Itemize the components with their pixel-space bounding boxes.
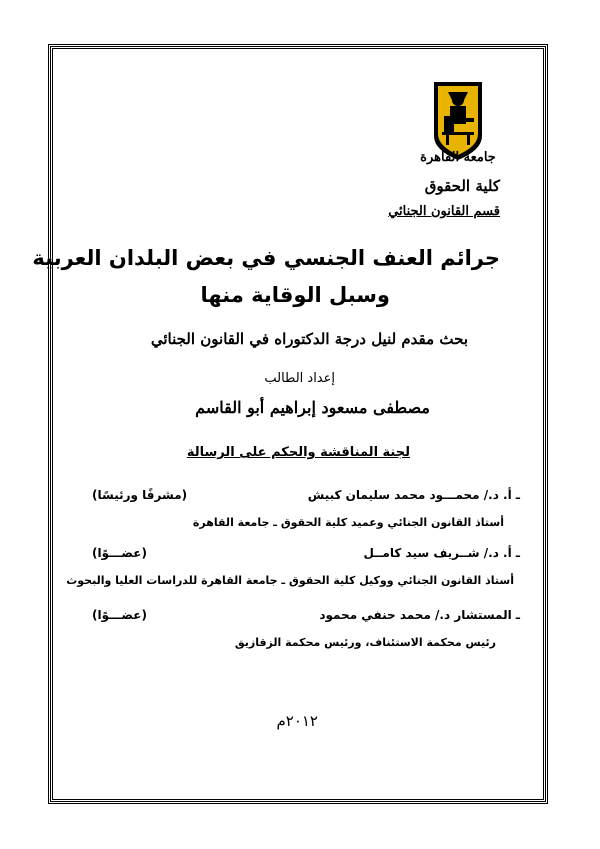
committee-member-description: أستاذ القانون الجنائي وعميد كلية الحقوق ـ جامعة القاهرة <box>192 516 504 529</box>
committee-member-role: (عضـــوًا) <box>92 608 147 622</box>
committee-member-name: ـ أ. د./ شــريف سيد كامــل <box>363 546 520 560</box>
committee-member-role: (عضـــوًا) <box>92 546 147 560</box>
committee-member-name: ـ أ. د./ محمـــود محمد سليمان كبيش <box>307 488 520 502</box>
department-name: قسم القانون الجنائي <box>388 204 500 219</box>
thesis-title-line2: وسبل الوقاية منها <box>200 283 390 307</box>
logo-caption: جامعة القاهرة <box>420 150 496 165</box>
thesis-title-line1: جرائم العنف الجنسي في بعض البلدان العربية <box>32 246 500 270</box>
prepared-by-label: إعداد الطالب <box>264 371 335 386</box>
degree-subtitle: بحث مقدم لنيل درجة الدكتوراه في القانون الجنائي <box>150 330 468 348</box>
year: ٢٠١٢م <box>276 712 318 730</box>
student-name: مصطفى مسعود إبراهيم أبو القاسم <box>195 398 430 417</box>
committee-member-name: ـ المستشار د./ محمد حنفي محمود <box>319 608 520 622</box>
committee-member-description: رئيس محكمة الاستئناف، ورئيس محكمة الزقازيق <box>234 636 496 649</box>
committee-heading: لجنة المناقشة والحكم على الرسالة <box>186 445 410 460</box>
faculty-name: كلية الحقوق <box>424 177 500 195</box>
committee-member-role: (مشرفًا ورئيسًا) <box>92 488 188 502</box>
committee-member-description: أستاذ القانون الجنائي ووكيل كلية الحقوق ـ جامعة القاهرة للدراسات العليا والبحوث <box>66 574 514 587</box>
